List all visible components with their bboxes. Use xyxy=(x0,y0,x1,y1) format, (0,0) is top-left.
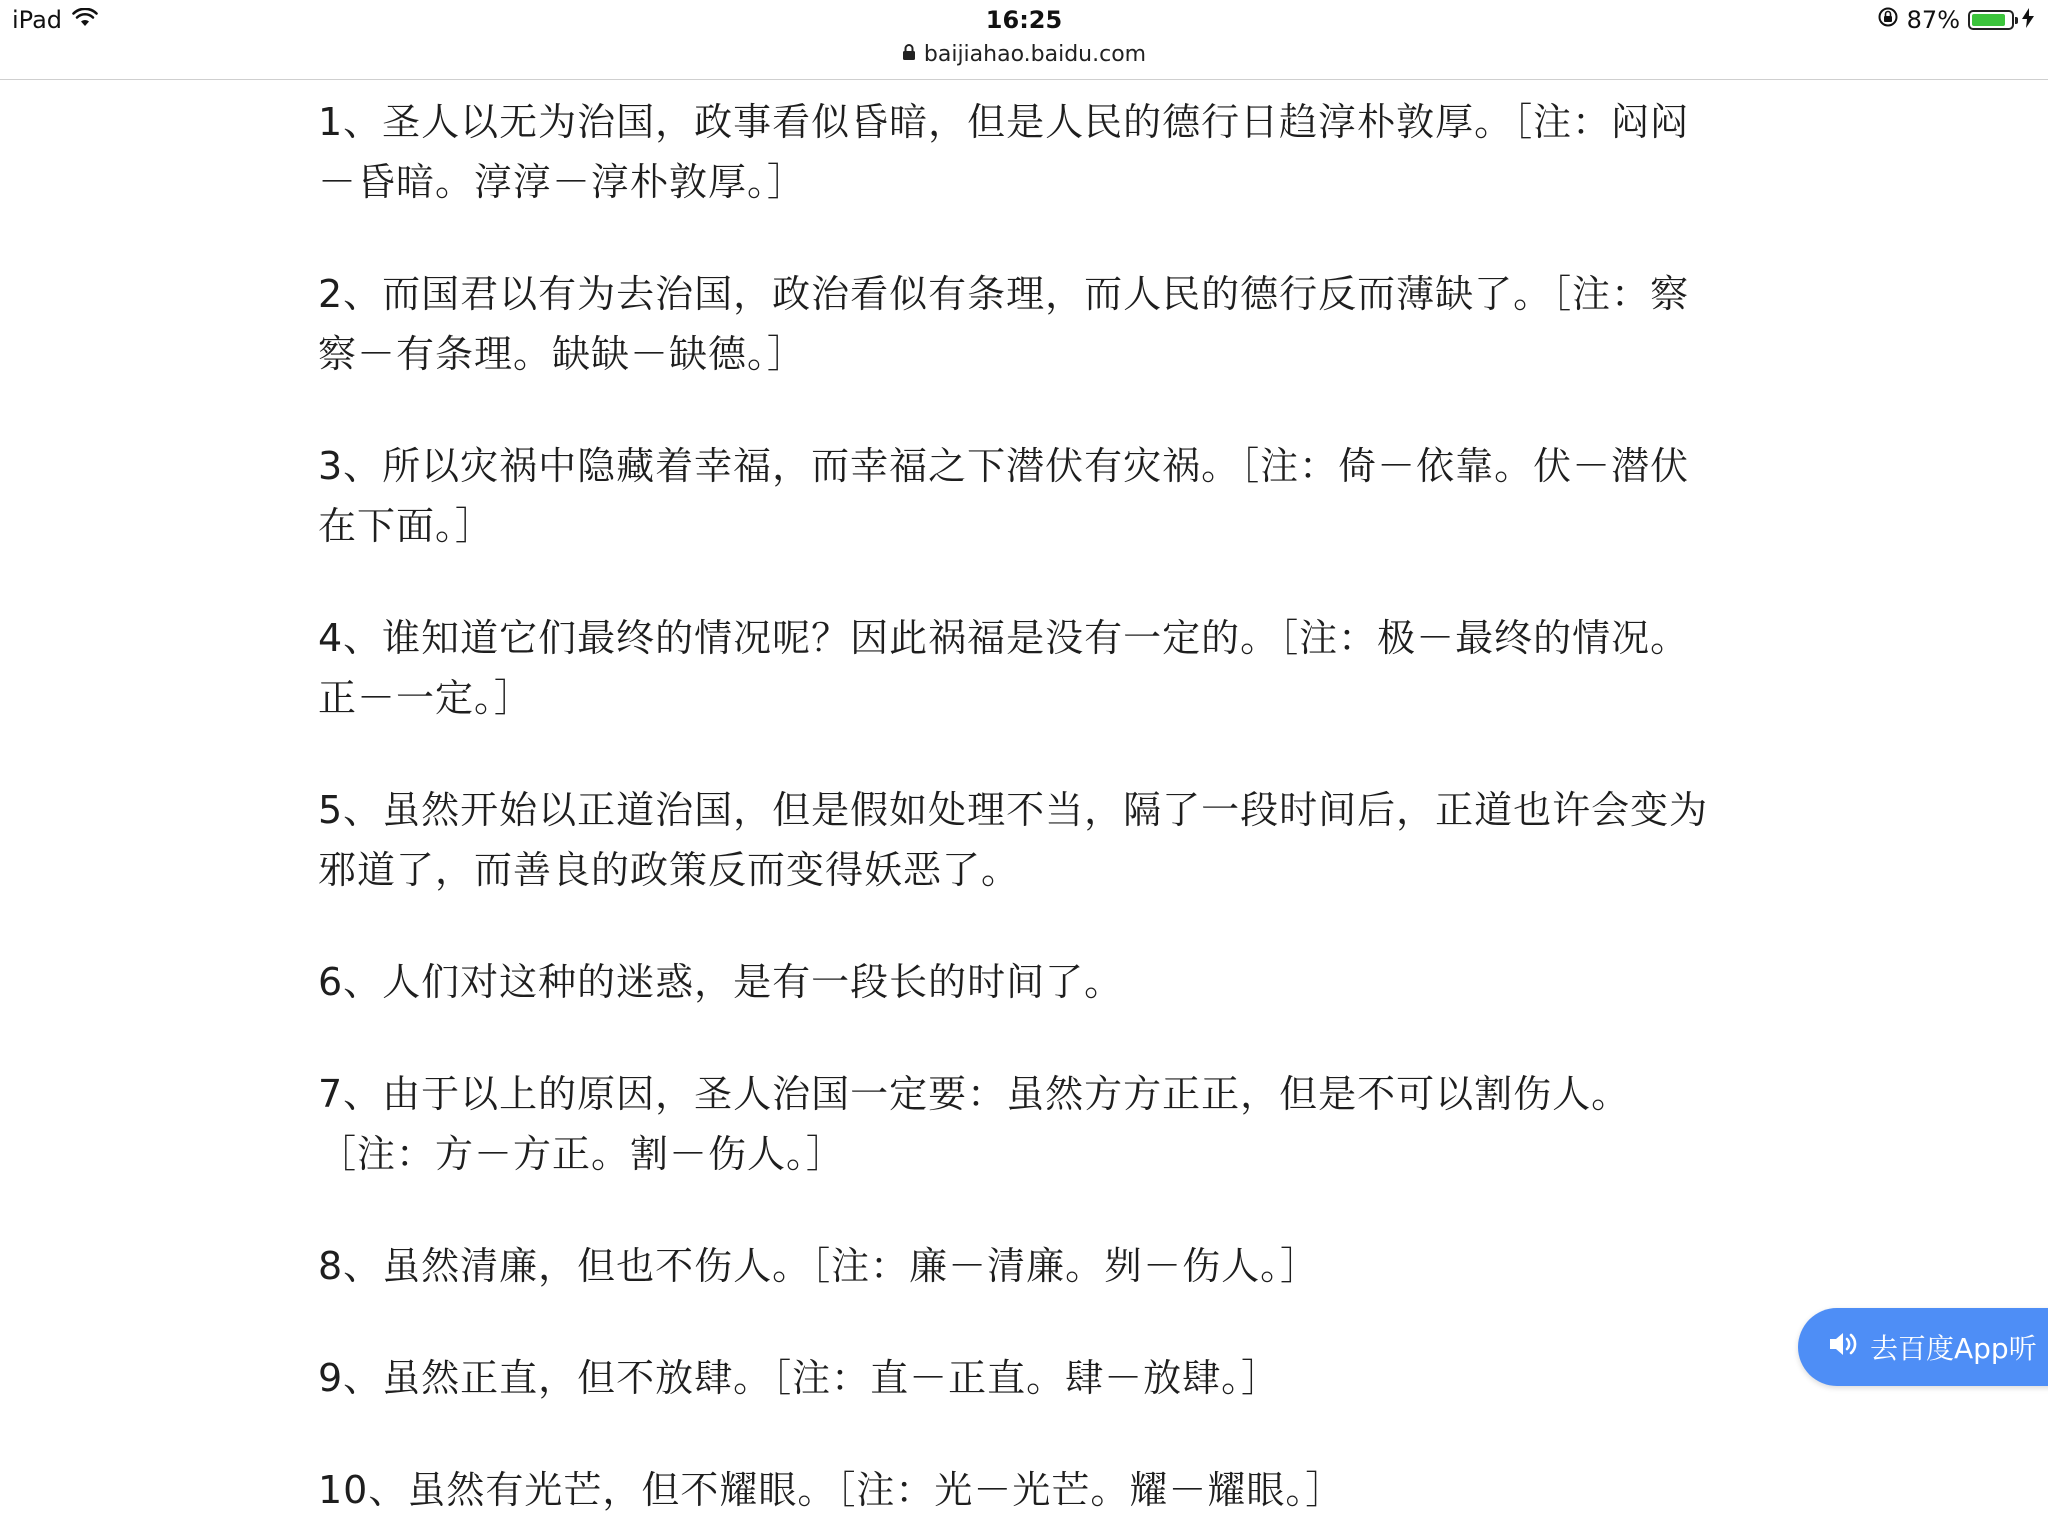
paragraph-8: 8、虽然清廉，但也不伤人。［注：廉－清廉。刿－伤人。］ xyxy=(318,1244,1320,1288)
listen-button-label: 去百度App听 xyxy=(1870,1332,2037,1365)
paragraph-10: 10、虽然有光芒，但不耀眼。［注：光－光芒。耀－耀眼。］ xyxy=(318,1468,1345,1512)
battery-percent: 87% xyxy=(1906,6,1960,34)
url-display[interactable] xyxy=(902,42,1146,67)
battery-icon xyxy=(1968,10,2014,30)
paragraph-7: 7、由于以上的原因，圣人治国一定要：虽然方方正正，但是不可以割伤人。［注：方－方正。割－伤人。］ xyxy=(318,1072,1631,1176)
speaker-icon xyxy=(1828,1330,1858,1365)
article-body xyxy=(318,92,1728,1536)
paragraph-9: 9、虽然正直，但不放肆。［注：直－正直。肆－放肆。］ xyxy=(318,1356,1281,1400)
lock-icon xyxy=(902,42,916,67)
paragraph-3: 3、所以灾祸中隐藏着幸福，而幸福之下潜伏有灾祸。［注：倚－依靠。伏－潜伏在下面。］ xyxy=(318,444,1690,548)
paragraph-6: 6、人们对这种的迷惑，是有一段长的时间了。 xyxy=(318,960,1124,1004)
battery-fill xyxy=(1972,14,2005,26)
status-time: 16:25 xyxy=(985,6,1063,34)
paragraph-5: 5、虽然开始以正道治国，但是假如处理不当，隔了一段时间后，正道也许会变为邪道了，而善良的政策反而变得妖恶了。 xyxy=(318,788,1709,892)
paragraph-2: 2、而国君以有为去治国，政治看似有条理，而人民的德行反而薄缺了。［注：察察－有条理。缺缺－缺德。］ xyxy=(318,272,1690,376)
status-bar xyxy=(0,0,2048,40)
paragraph-4: 4、谁知道它们最终的情况呢？因此祸福是没有一定的。［注：极－最终的情况。正－一定。］ xyxy=(318,616,1690,720)
url-text: baijiahao.baidu.com xyxy=(923,42,1147,67)
listen-in-app-button[interactable] xyxy=(1798,1308,2048,1386)
charging-bolt-icon xyxy=(2022,6,2034,34)
url-bar[interactable] xyxy=(0,40,2048,80)
paragraph-1: 1、圣人以无为治国，政事看似昏暗，但是人民的德行日趋淳朴敦厚。［注：闷闷－昏暗。淳淳－淳朴敦厚。］ xyxy=(318,100,1690,204)
device-label: iPad xyxy=(12,6,63,34)
status-right xyxy=(1877,6,2034,34)
rotation-lock-icon xyxy=(1877,6,1899,34)
